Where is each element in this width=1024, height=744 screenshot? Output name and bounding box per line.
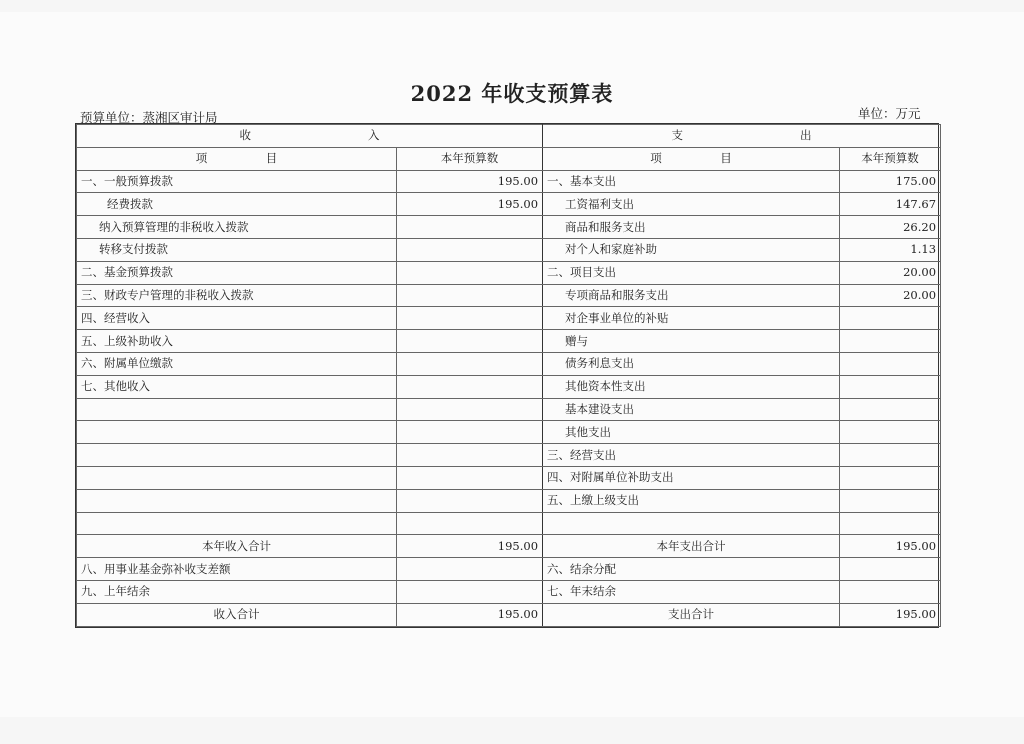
- expense-item-cell: 本年支出合计: [543, 535, 840, 558]
- expense-item-header: 项 目: [543, 147, 840, 170]
- income-item-header: 项 目: [77, 147, 397, 170]
- page-title: 2022 年收支预算表: [410, 81, 614, 106]
- income-budget-header: 本年预算数: [397, 147, 543, 170]
- income-item-cell: [77, 444, 397, 467]
- income-item-cell: 三、财政专户管理的非税收入拨款: [77, 284, 397, 307]
- table-row: [77, 193, 941, 216]
- expense-budget-cell: [840, 307, 941, 330]
- income-budget-cell: [397, 421, 543, 444]
- expense-budget-cell: [840, 421, 941, 444]
- budget-unit-label: 预算单位：蒸湘区审计局: [80, 110, 218, 125]
- expense-item-cell: 工资福利支出: [543, 193, 840, 216]
- expense-item-cell: 四、对附属单位补助支出: [543, 466, 840, 489]
- column-header-row: [77, 147, 941, 170]
- expense-budget-cell: [840, 352, 941, 375]
- income-budget-cell: [397, 466, 543, 489]
- expense-budget-cell: [840, 466, 941, 489]
- table-row: [77, 375, 941, 398]
- income-item-cell: 本年收入合计: [77, 535, 397, 558]
- section-header-row: [77, 125, 941, 148]
- income-item-cell: 四、经营收入: [77, 307, 397, 330]
- expense-budget-cell: [840, 330, 941, 353]
- income-item-cell: 八、用事业基金弥补收支差额: [77, 558, 397, 581]
- income-item-cell: 九、上年结余: [77, 580, 397, 603]
- expense-budget-cell: 175.00: [840, 170, 941, 193]
- expense-budget-cell: 195.00: [840, 603, 941, 626]
- expense-budget-cell: [840, 580, 941, 603]
- table-row: [77, 352, 941, 375]
- budget-table: [76, 124, 941, 627]
- expense-budget-cell: 1.13: [840, 238, 941, 261]
- income-budget-cell: [397, 580, 543, 603]
- income-budget-cell: [397, 238, 543, 261]
- table-row: [77, 238, 941, 261]
- expense-item-cell: 三、经营支出: [543, 444, 840, 467]
- expense-item-cell: 二、项目支出: [543, 261, 840, 284]
- income-budget-cell: [397, 375, 543, 398]
- income-budget-cell: [397, 444, 543, 467]
- table-row: [77, 603, 941, 626]
- expense-item-cell: 商品和服务支出: [543, 216, 840, 239]
- expense-item-cell: 赠与: [543, 330, 840, 353]
- income-section-header: 收 入: [77, 125, 543, 148]
- expense-item-cell: [543, 512, 840, 535]
- income-item-cell: [77, 466, 397, 489]
- income-item-cell: 六、附属单位缴款: [77, 352, 397, 375]
- income-budget-cell: [397, 352, 543, 375]
- currency-unit-label: 单位：万元: [858, 106, 921, 121]
- table-row: [77, 284, 941, 307]
- expense-item-cell: 对企事业单位的补贴: [543, 307, 840, 330]
- income-item-cell: [77, 512, 397, 535]
- table-row: [77, 558, 941, 581]
- income-budget-cell: [397, 558, 543, 581]
- expense-item-cell: 五、上缴上级支出: [543, 489, 840, 512]
- expense-item-cell: 债务利息支出: [543, 352, 840, 375]
- table-row: [77, 421, 941, 444]
- expense-item-cell: 七、年末结余: [543, 580, 840, 603]
- expense-budget-cell: [840, 444, 941, 467]
- expense-budget-cell: 26.20: [840, 216, 941, 239]
- expense-budget-header: 本年预算数: [840, 147, 941, 170]
- expense-budget-cell: 147.67: [840, 193, 941, 216]
- income-budget-cell: 195.00: [397, 535, 543, 558]
- table-row: [77, 512, 941, 535]
- income-budget-cell: 195.00: [397, 603, 543, 626]
- income-budget-cell: [397, 284, 543, 307]
- income-budget-cell: [397, 216, 543, 239]
- income-budget-cell: [397, 489, 543, 512]
- expense-item-cell: 基本建设支出: [543, 398, 840, 421]
- expense-item-cell: 支出合计: [543, 603, 840, 626]
- table-row: [77, 170, 941, 193]
- table-row: [77, 398, 941, 421]
- table-row: [77, 261, 941, 284]
- table-row: [77, 466, 941, 489]
- expense-budget-cell: 195.00: [840, 535, 941, 558]
- income-item-cell: 经费拨款: [77, 193, 397, 216]
- expense-budget-cell: 20.00: [840, 261, 941, 284]
- budget-table-frame: [75, 123, 939, 628]
- income-item-cell: [77, 489, 397, 512]
- income-item-cell: [77, 398, 397, 421]
- table-row: [77, 216, 941, 239]
- table-row: [77, 444, 941, 467]
- expense-budget-cell: [840, 558, 941, 581]
- table-row: [77, 580, 941, 603]
- income-budget-cell: [397, 398, 543, 421]
- income-budget-cell: [397, 307, 543, 330]
- expense-item-cell: 一、基本支出: [543, 170, 840, 193]
- income-budget-cell: [397, 512, 543, 535]
- income-item-cell: 一、一般预算拨款: [77, 170, 397, 193]
- table-row: [77, 330, 941, 353]
- expense-item-cell: 其他支出: [543, 421, 840, 444]
- income-item-cell: 七、其他收入: [77, 375, 397, 398]
- table-row: [77, 489, 941, 512]
- expense-budget-cell: 20.00: [840, 284, 941, 307]
- table-row: [77, 307, 941, 330]
- expense-budget-cell: [840, 489, 941, 512]
- income-item-cell: 转移支付拨款: [77, 238, 397, 261]
- income-budget-cell: 195.00: [397, 170, 543, 193]
- expense-item-cell: 其他资本性支出: [543, 375, 840, 398]
- expense-section-header: 支 出: [543, 125, 941, 148]
- expense-budget-cell: [840, 375, 941, 398]
- income-item-cell: 收入合计: [77, 603, 397, 626]
- expense-item-cell: 对个人和家庭补助: [543, 238, 840, 261]
- expense-item-cell: 专项商品和服务支出: [543, 284, 840, 307]
- expense-budget-cell: [840, 512, 941, 535]
- table-row: [77, 535, 941, 558]
- income-item-cell: 五、上级补助收入: [77, 330, 397, 353]
- expense-budget-cell: [840, 398, 941, 421]
- income-item-cell: 纳入预算管理的非税收入拨款: [77, 216, 397, 239]
- income-budget-cell: [397, 330, 543, 353]
- income-budget-cell: [397, 261, 543, 284]
- income-item-cell: 二、基金预算拨款: [77, 261, 397, 284]
- expense-item-cell: 六、结余分配: [543, 558, 840, 581]
- income-item-cell: [77, 421, 397, 444]
- income-budget-cell: 195.00: [397, 193, 543, 216]
